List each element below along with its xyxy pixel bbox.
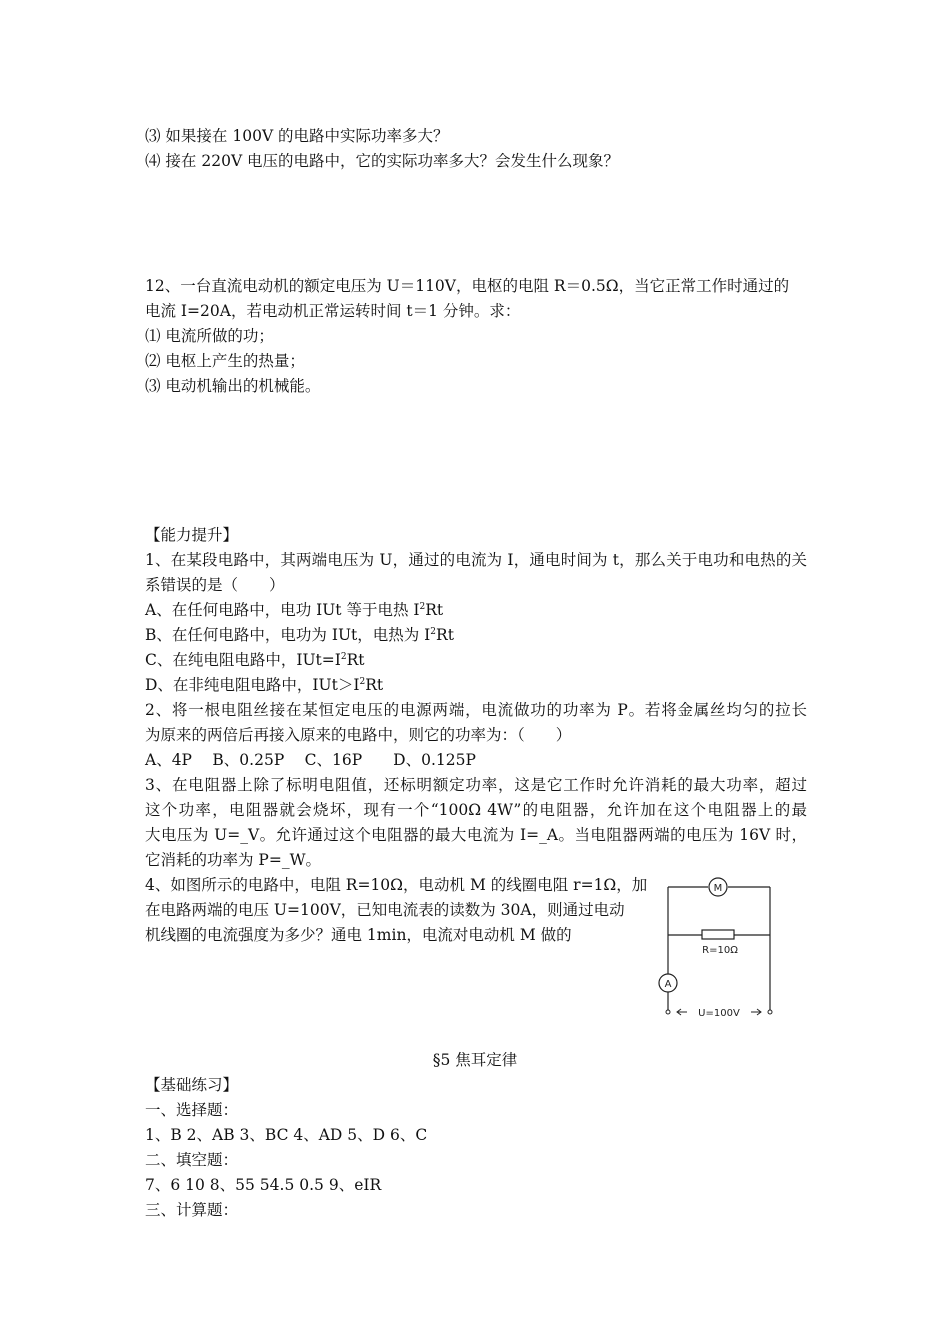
answers-title: §5 焦耳定律 bbox=[432, 1051, 518, 1069]
answers-section-2-answers: 7、6 10 8、55 54.5 0.5 9、eIR bbox=[145, 1176, 382, 1194]
ability-p2-line-2: 为原来的两倍后再接入原来的电路中，则它的功率为：（ ） bbox=[145, 726, 572, 744]
option-c-end: Rt bbox=[346, 651, 365, 669]
ability-p4-line-1: 4、如图所示的电路中，电阻 R=10Ω，电动机 M 的线圈电阻 r=1Ω，加 bbox=[145, 876, 648, 894]
ability-p4-line-2: 在电路两端的电压 U=100V，已知电流表的读数为 30A，则通过电动 bbox=[145, 901, 625, 919]
ability-p1-option-a bbox=[145, 600, 443, 620]
ability-p1-line-1: 1、在某段电路中，其两端电压为 U，通过的电流为 I，通电时间为 t，那么关于电功和电热的关 bbox=[145, 551, 807, 569]
ability-p2-options: A、4P B、0.25P C、16P D、0.125P bbox=[145, 751, 476, 769]
option-a-end: Rt bbox=[425, 601, 444, 619]
resistor-label: R=10Ω bbox=[702, 945, 738, 956]
superscript: 2 bbox=[419, 601, 426, 612]
answers-section-1: 一、选择题： bbox=[145, 1101, 239, 1119]
ammeter-label: A bbox=[664, 979, 672, 990]
option-a-text: A、在任何电路中，电功 IUt 等于电热 I bbox=[145, 601, 420, 619]
ability-p1-option-c bbox=[145, 650, 365, 670]
ability-p1-option-b bbox=[145, 625, 454, 645]
answers-basic-heading: 【基础练习】 bbox=[145, 1076, 239, 1094]
circuit-diagram bbox=[655, 870, 785, 1020]
ability-p3-line-1: 3、在电阻器上除了标明电阻值，还标明额定功率，这是它工作时允许消耗的最大功率，超过 bbox=[145, 776, 807, 794]
problem-12-q2: ⑵ 电枢上产生的热量； bbox=[145, 352, 305, 370]
question-3: ⑶ 如果接在 100V 的电路中实际功率多大？ bbox=[145, 127, 449, 145]
ability-p3-line-2: 这个功率，电阻器就会烧坏，现有一个“100Ω 4W”的电阻器，允许加在这个电阻器上的最 bbox=[145, 801, 807, 819]
terminal-left-icon bbox=[666, 1010, 670, 1014]
problem-12-q3: ⑶ 电动机输出的机械能。 bbox=[145, 377, 321, 395]
ability-p3-line-3: 大电压为 U=_V。允许通过这个电阻器的最大电流为 I=_A。当电阻器两端的电压为 16V 时， bbox=[145, 826, 807, 844]
ability-p3-line-4: 它消耗的功率为 P=_W。 bbox=[145, 851, 322, 869]
option-b-end: Rt bbox=[436, 626, 454, 644]
question-4: ⑷ 接在 220V 电压的电路中，它的实际功率多大？会发生什么现象？ bbox=[145, 152, 620, 170]
ability-p1-line-2: 系错误的是（ ） bbox=[145, 576, 285, 594]
problem-12-q1: ⑴ 电流所做的功； bbox=[145, 327, 274, 345]
superscript: 2 bbox=[430, 626, 437, 637]
motor-label: M bbox=[713, 883, 723, 894]
option-d-text: D、在非纯电阻电路中，IUt＞I bbox=[145, 676, 360, 694]
ability-p4-line-3: 机线圈的电流强度为多少？通电 1min，电流对电动机 M 做的 bbox=[145, 926, 572, 944]
superscript: 2 bbox=[359, 676, 366, 687]
option-d-end: Rt bbox=[365, 676, 384, 694]
option-c-text: C、在纯电阻电路中，IUt=I bbox=[145, 651, 341, 669]
answers-section-3: 三、计算题： bbox=[145, 1201, 239, 1219]
ability-heading: 【能力提升】 bbox=[145, 526, 239, 544]
ability-p2-line-1: 2、将一根电阻丝接在某恒定电压的电源两端，电流做功的功率为 P。若将金属丝均匀的拉长 bbox=[145, 701, 807, 719]
problem-12-line-1: 12、一台直流电动机的额定电压为 U＝110V，电枢的电阻 R＝0.5Ω，当它正常工作时通过的 bbox=[145, 277, 790, 295]
answers-section-1-answers: 1、B 2、AB 3、BC 4、AD 5、D 6、C bbox=[145, 1126, 428, 1144]
problem-12-line-2: 电流 I=20A，若电动机正常运转时间 t＝1 分钟。求： bbox=[145, 302, 521, 320]
voltage-label: U=100V bbox=[698, 1008, 740, 1019]
superscript: 2 bbox=[340, 651, 347, 662]
option-b-text: B、在任何电路中，电功为 IUt，电热为 I bbox=[145, 626, 431, 644]
terminal-right-icon bbox=[768, 1010, 772, 1014]
ability-p1-option-d bbox=[145, 675, 383, 695]
answers-section-2: 二、填空题： bbox=[145, 1151, 239, 1169]
